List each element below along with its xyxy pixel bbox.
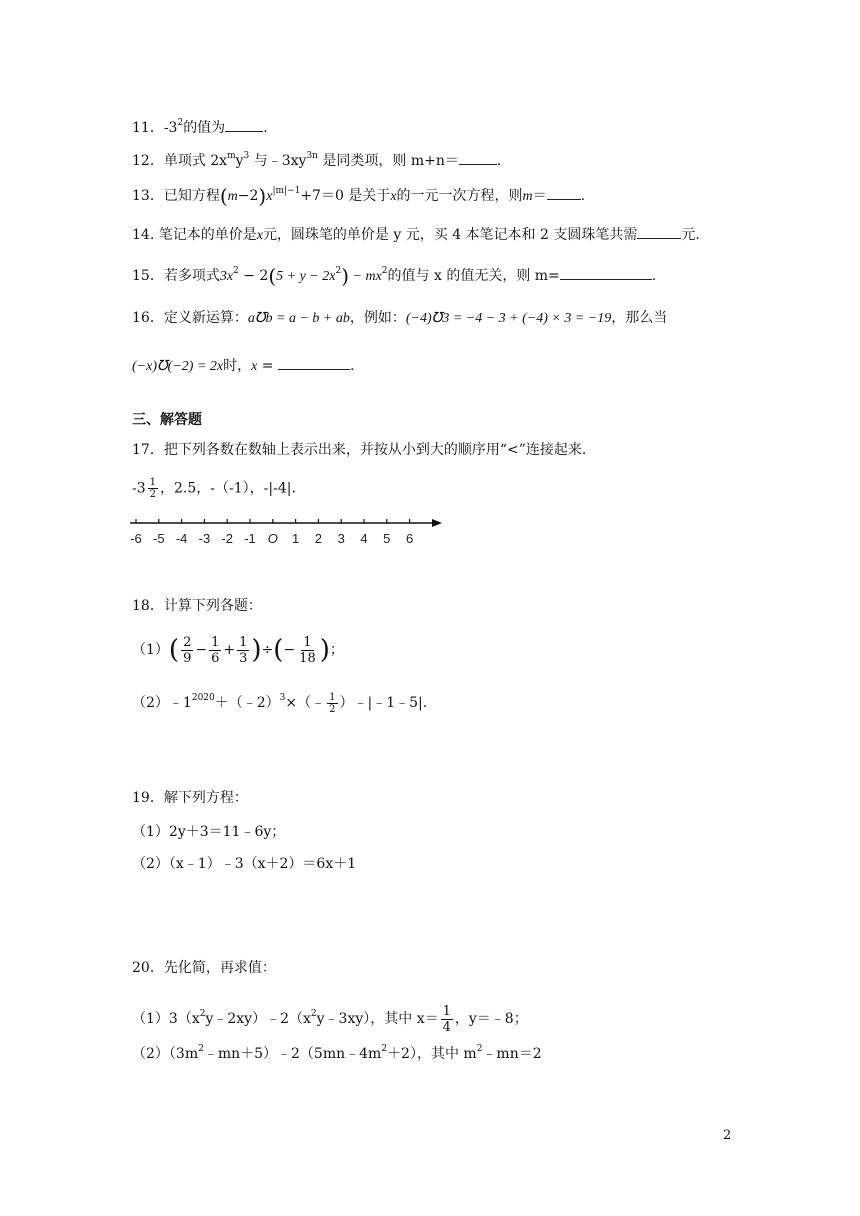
axis-tick-label: 5: [383, 531, 391, 546]
axis-tick-label: 3: [337, 531, 345, 546]
axis-tick-label: -2: [221, 531, 233, 546]
question-18: 18．计算下列各题：: [132, 598, 262, 614]
q20-p2-c: ＋2），其中 m: [387, 1046, 477, 1062]
q13-var-m: m: [227, 189, 238, 204]
page-number: 2: [723, 1128, 732, 1143]
q18-f3-den: 3: [239, 650, 248, 666]
q20-p1-a: （1）3（x: [132, 1011, 200, 1027]
q20-p1-c: y﹣3xy），其中 x＝: [316, 1011, 439, 1027]
q13-paren-open: (: [219, 184, 228, 208]
q20-p2-exp2: 2: [381, 1044, 388, 1054]
q20-p1-exp1: 2: [199, 1009, 206, 1019]
q13-exponent: |m|−1: [272, 186, 301, 196]
axis-arrow-icon: [432, 519, 442, 527]
q15-exp3: 2: [381, 266, 388, 276]
q15-answer-blank: [560, 265, 652, 280]
q13-text-a: 13．已知方程: [132, 188, 220, 204]
q18-op2: +: [223, 642, 236, 658]
q11-text-c: .: [263, 120, 268, 136]
q13-answer-blank: [547, 185, 581, 200]
q14-text-c: 元.: [681, 227, 700, 243]
q16-condition: (−x)℧(−2) = 2x: [132, 359, 224, 374]
question-19-part2: （2）（x﹣1）﹣3（x＋2）＝6x＋1: [132, 856, 357, 872]
axis-tick-label: -6: [130, 531, 142, 546]
q13-var-m2: m: [522, 189, 533, 204]
q15-term3: − mx: [349, 269, 382, 284]
q14-text-a: 14. 笔记本的单价是: [132, 227, 257, 243]
q17-fraction: [148, 477, 158, 500]
axis-tick-label: O: [267, 531, 278, 546]
question-15: [132, 261, 656, 287]
q15-text-c: .: [651, 268, 657, 284]
question-11: [132, 113, 268, 138]
q20-p2-exp1: 2: [198, 1044, 204, 1054]
q18-div: ÷: [261, 642, 274, 658]
axis-tick-label: -1: [244, 531, 256, 546]
question-18-part1: [132, 630, 344, 670]
q13-paren-close: ): [258, 184, 267, 208]
question-16-line2: [132, 355, 354, 377]
q12-text-e: .: [496, 153, 502, 169]
q20-p1-d: ，y＝﹣8；: [454, 1011, 528, 1027]
question-18-part2: [132, 683, 427, 718]
q16-eq: =: [257, 358, 278, 374]
q16-text-d: 时，: [223, 358, 252, 374]
q18-f1-den: 9: [183, 650, 192, 666]
q18-f4-den: 18: [299, 650, 316, 666]
question-20-part1: [132, 996, 528, 1037]
q16-text-b: ，例如：: [349, 310, 406, 326]
q18-frac-2: [209, 635, 221, 666]
q12-exp-3n: 3n: [306, 151, 318, 161]
q12-text-c: 与﹣3xy: [249, 153, 307, 169]
q20-p1-frac-den: 4: [442, 1019, 451, 1035]
section-heading: 三、解答题: [132, 412, 202, 428]
q18-p2-frac-num: 1: [329, 691, 336, 703]
q12-text-d: 是同类项，则 m+n＝: [317, 153, 459, 169]
q12-exp-m: m: [227, 151, 236, 161]
q13-text-d: .: [580, 188, 586, 204]
q18-p2-b: ＋（﹣2）: [214, 695, 280, 711]
q18-p2-label: （2）: [132, 695, 169, 711]
q18-p2-exp1: 2020: [191, 693, 215, 703]
q13-eq: ＝: [532, 188, 547, 204]
q15-text-a: 15．若多项式: [132, 268, 220, 284]
q18-frac-1: [181, 635, 193, 666]
q18-p2-c: ×（﹣: [285, 695, 326, 711]
question-19-part1: （1）2y＋3＝11﹣6y；: [132, 824, 286, 840]
q15-text-b: 的值与 x 的值无关，则 m=: [387, 268, 560, 284]
q16-definition: a℧b = a − b + ab: [247, 311, 350, 326]
q16-example: (−4)℧3 = −4 − 3 + (−4) × 3 = −19: [405, 311, 612, 326]
q12-text-a: 12．单项式 2x: [132, 153, 228, 169]
question-17: 17．把下列各数在数轴上表示出来，并按从小到大的顺序用“<”连接起来.: [132, 442, 587, 458]
q15-term1: 3x: [219, 269, 234, 284]
q18-f2-num: 1: [211, 634, 220, 650]
q16-answer-blank: [278, 355, 350, 370]
q20-p1-fraction: [441, 1004, 453, 1035]
q18-paren2-open: (: [273, 635, 284, 665]
q16-var-x: x: [251, 359, 258, 374]
q18-p2-a: ﹣1: [168, 695, 192, 711]
q13-minus-2: −2: [237, 188, 259, 204]
axis-tick-label: -4: [175, 531, 188, 546]
q20-p2-d: ﹣mn＝2: [482, 1046, 542, 1062]
q18-semicolon: ；: [329, 642, 344, 658]
q20-p2-a: （2）（3m: [132, 1046, 199, 1062]
q18-neg: −: [283, 642, 296, 658]
q14-answer-blank: [637, 224, 681, 239]
q18-p2-d: ）﹣|﹣1﹣5|.: [339, 695, 428, 711]
q18-paren-open: (: [168, 635, 180, 665]
axis-tick-label: -5: [153, 531, 165, 546]
question-12: [132, 146, 501, 171]
q20-p1-b: y﹣2xy）﹣2（x: [205, 1011, 311, 1027]
axis-tick-label: 4: [360, 531, 368, 546]
q12-exp-3: 3: [243, 151, 250, 161]
number-line: [130, 514, 450, 550]
q14-var-x: x: [256, 228, 263, 243]
axis-tick-label: -3: [198, 531, 211, 546]
question-14: [132, 224, 700, 246]
q15-inner: 5 + y − 2x: [276, 269, 336, 284]
q18-f3-num: 1: [239, 634, 248, 650]
q18-paren2-close: ): [319, 635, 330, 665]
question-17-numbers: [132, 477, 296, 500]
q18-p1-label: （1）: [132, 642, 169, 658]
q15-paren-open: (: [268, 264, 277, 288]
q20-p2-exp3: 2: [476, 1044, 483, 1054]
number-line-axis: [130, 519, 442, 546]
q15-exp2: 2: [335, 266, 342, 276]
q15-paren-close: ): [341, 264, 350, 288]
q18-f4-num: 1: [303, 634, 312, 650]
axis-tick-label: 6: [405, 531, 414, 546]
q13-text-b: 是关于: [343, 188, 391, 204]
q13-var-x: x: [266, 189, 273, 204]
q17-frac-den: 2: [149, 489, 157, 500]
q18-p2-fraction: [327, 692, 337, 715]
q12-answer-blank: [459, 150, 497, 165]
q18-paren-close: ): [251, 635, 262, 665]
q13-tail: +7＝0: [300, 188, 344, 204]
q14-text-b: 元，圆珠笔的单价是 y 元，买 4 本笔记本和 2 支圆珠笔共需: [262, 227, 638, 243]
q11-exponent: 2: [177, 118, 184, 128]
q15-exp1: 2: [233, 266, 239, 276]
axis-tick-label: 1: [291, 531, 300, 546]
q15-term2: − 2: [238, 268, 269, 284]
question-20: 20．先化简，再求值：: [132, 960, 276, 976]
q11-text-a: 11．-3: [132, 120, 178, 136]
q16-text-c: ，那么当: [611, 310, 668, 326]
q18-f2-den: 6: [211, 650, 220, 666]
q20-p1-exp2: 2: [310, 1009, 317, 1019]
axis-tick-label: 2: [314, 531, 323, 546]
q18-f1-num: 2: [183, 634, 192, 650]
q11-text-b: 的值为: [183, 120, 226, 136]
q17-frac-num: 1: [149, 477, 157, 488]
q20-p1-frac-num: 1: [442, 1003, 451, 1019]
q17-num-b: ，2.5，-（-1），-|-4|.: [160, 480, 296, 497]
question-20-part2: [132, 1039, 542, 1064]
q18-frac-4: [297, 635, 318, 666]
q16-text-e: .: [349, 358, 355, 374]
q13-text-c: 的一元一次方程，则: [396, 188, 523, 204]
q18-op1: −: [195, 642, 208, 658]
question-19: 19．解下列方程：: [132, 790, 248, 806]
question-16-line1: [132, 308, 667, 329]
q18-p2-exp2: 3: [279, 693, 286, 703]
question-13: [132, 181, 585, 207]
q18-frac-3: [237, 635, 249, 666]
q12-text-b: y: [235, 153, 244, 169]
q11-answer-blank: [225, 117, 263, 132]
q13-var-x2: x: [390, 189, 397, 204]
q18-p2-frac-den: 2: [329, 703, 336, 715]
q20-p2-b: ﹣mn＋5）﹣2（5mn﹣4m: [203, 1046, 382, 1062]
q17-num-a: -3: [132, 480, 146, 497]
q16-text-a: 16．定义新运算：: [132, 310, 248, 326]
